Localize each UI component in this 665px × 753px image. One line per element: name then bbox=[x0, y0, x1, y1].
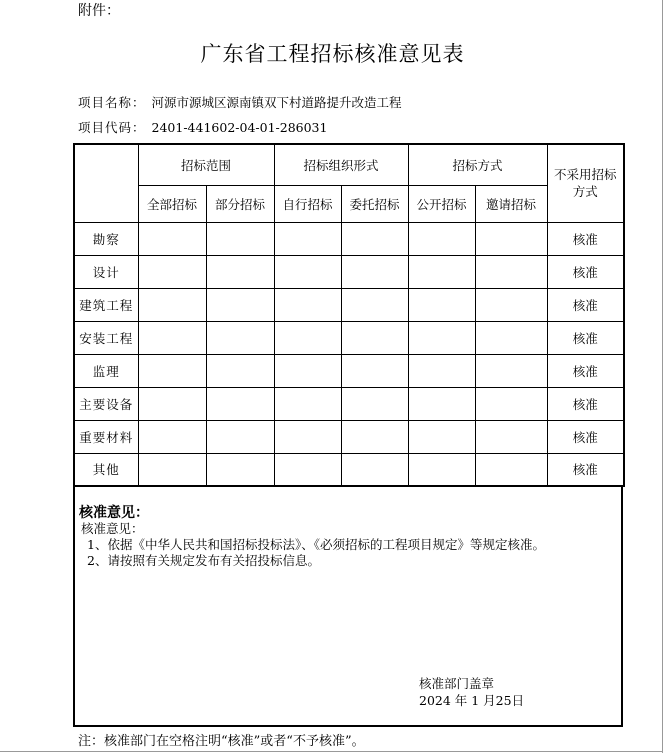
cell-invited bbox=[475, 321, 547, 354]
cell-entrusted bbox=[341, 222, 408, 255]
cell-entrusted bbox=[341, 387, 408, 420]
header-organization: 招标组织形式 bbox=[274, 144, 408, 185]
header-not-adopted-text: 不采用招标方式 bbox=[554, 167, 617, 200]
header-scope: 招标范围 bbox=[138, 144, 274, 185]
cell-open bbox=[408, 321, 475, 354]
cell-entrusted bbox=[341, 354, 408, 387]
cell-entrusted bbox=[341, 255, 408, 288]
project-name-line bbox=[78, 95, 402, 111]
sub-header-all: 全部招标 bbox=[138, 185, 206, 222]
approval-table bbox=[73, 143, 625, 487]
attachment-label: 附件： bbox=[78, 3, 120, 19]
cell-partial bbox=[206, 321, 274, 354]
cell-all bbox=[138, 255, 206, 288]
cell-entrusted bbox=[341, 288, 408, 321]
cell-all bbox=[138, 321, 206, 354]
row-label: 重要材料 bbox=[74, 420, 138, 453]
cell-partial bbox=[206, 387, 274, 420]
row-label: 监理 bbox=[74, 354, 138, 387]
page-border-bottom bbox=[0, 751, 663, 752]
row-label: 安装工程 bbox=[74, 321, 138, 354]
opinion-box bbox=[73, 487, 623, 727]
cell-all bbox=[138, 222, 206, 255]
cell-status: 核准 bbox=[547, 420, 624, 453]
cell-self bbox=[274, 453, 341, 486]
cell-all bbox=[138, 354, 206, 387]
cell-all bbox=[138, 288, 206, 321]
cell-open bbox=[408, 354, 475, 387]
corner-cell bbox=[74, 144, 138, 222]
cell-self bbox=[274, 222, 341, 255]
cell-invited bbox=[475, 288, 547, 321]
cell-partial bbox=[206, 255, 274, 288]
page-border-right bbox=[662, 0, 663, 753]
cell-partial bbox=[206, 420, 274, 453]
row-label: 建筑工程 bbox=[74, 288, 138, 321]
cell-invited bbox=[475, 387, 547, 420]
cell-self bbox=[274, 255, 341, 288]
cell-partial bbox=[206, 453, 274, 486]
sub-header-partial: 部分招标 bbox=[206, 185, 274, 222]
sub-header-open: 公开招标 bbox=[408, 185, 475, 222]
row-label: 其他 bbox=[74, 453, 138, 486]
cell-invited bbox=[475, 222, 547, 255]
opinion-sub-heading: 核准意见： bbox=[81, 521, 144, 536]
cell-partial bbox=[206, 354, 274, 387]
cell-entrusted bbox=[341, 420, 408, 453]
sub-header-entrusted: 委托招标 bbox=[341, 185, 408, 222]
table-row bbox=[74, 387, 624, 420]
table-row bbox=[74, 288, 624, 321]
table-row bbox=[74, 222, 624, 255]
footnote: 注：核准部门在空格注明“核准”或者“不予核准”。 bbox=[78, 734, 365, 749]
cell-self bbox=[274, 420, 341, 453]
cell-open bbox=[408, 387, 475, 420]
row-label: 主要设备 bbox=[74, 387, 138, 420]
cell-invited bbox=[475, 255, 547, 288]
cell-partial bbox=[206, 288, 274, 321]
cell-status: 核准 bbox=[547, 321, 624, 354]
header-method: 招标方式 bbox=[408, 144, 547, 185]
row-label: 设计 bbox=[74, 255, 138, 288]
cell-self bbox=[274, 288, 341, 321]
table-row bbox=[74, 453, 624, 486]
cell-invited bbox=[475, 354, 547, 387]
project-code-line bbox=[78, 120, 327, 136]
approval-date: 2024 年 1 月25日 bbox=[419, 693, 525, 708]
cell-invited bbox=[475, 453, 547, 486]
table-row bbox=[74, 255, 624, 288]
header-row-sub bbox=[74, 185, 624, 222]
row-label: 勘察 bbox=[74, 222, 138, 255]
cell-status: 核准 bbox=[547, 453, 624, 486]
cell-status: 核准 bbox=[547, 255, 624, 288]
cell-all bbox=[138, 387, 206, 420]
cell-status: 核准 bbox=[547, 354, 624, 387]
table-row bbox=[74, 420, 624, 453]
cell-entrusted bbox=[341, 453, 408, 486]
cell-partial bbox=[206, 222, 274, 255]
project-name-value: 河源市源城区源南镇双下村道路提升改造工程 bbox=[151, 95, 402, 110]
cell-self bbox=[274, 321, 341, 354]
cell-all bbox=[138, 453, 206, 486]
cell-status: 核准 bbox=[547, 222, 624, 255]
cell-all bbox=[138, 420, 206, 453]
sub-header-self: 自行招标 bbox=[274, 185, 341, 222]
table-row bbox=[74, 321, 624, 354]
cell-entrusted bbox=[341, 321, 408, 354]
opinion-heading: 核准意见： bbox=[79, 505, 149, 521]
cell-open bbox=[408, 222, 475, 255]
seal-label: 核准部门盖章 bbox=[419, 676, 495, 691]
cell-self bbox=[274, 354, 341, 387]
cell-open bbox=[408, 453, 475, 486]
cell-status: 核准 bbox=[547, 387, 624, 420]
form-title: 广东省工程招标核准意见表 bbox=[200, 42, 465, 66]
cell-invited bbox=[475, 420, 547, 453]
project-name-label: 项目名称： bbox=[78, 95, 146, 110]
opinion-line-1: 1、依据《中华人民共和国招标投标法》、《必须招标的工程项目规定》等规定核准。 bbox=[87, 537, 545, 552]
header-row-groups bbox=[74, 144, 624, 185]
project-code-value: 2401-441602-04-01-286031 bbox=[151, 120, 328, 135]
table-row bbox=[74, 354, 624, 387]
sub-header-invited: 邀请招标 bbox=[475, 185, 547, 222]
cell-open bbox=[408, 255, 475, 288]
cell-status: 核准 bbox=[547, 288, 624, 321]
header-not-adopted bbox=[547, 144, 624, 222]
cell-self bbox=[274, 387, 341, 420]
cell-open bbox=[408, 288, 475, 321]
project-code-label: 项目代码： bbox=[78, 120, 146, 135]
cell-open bbox=[408, 420, 475, 453]
opinion-line-2: 2、请按照有关规定发布有关招投标信息。 bbox=[87, 553, 320, 568]
